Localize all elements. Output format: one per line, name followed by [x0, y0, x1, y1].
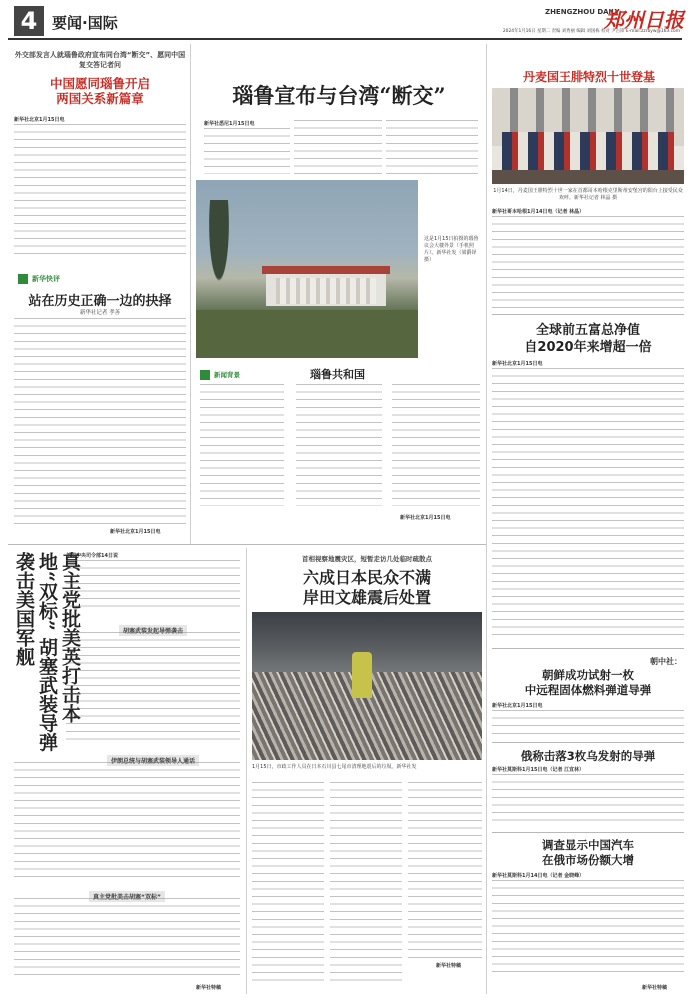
- photo-pillars: [276, 278, 376, 304]
- photo-tree: [202, 200, 236, 320]
- top-body-col1: [204, 128, 290, 174]
- houthi-sub-3-label: 真主党批美击胡塞“双标”: [89, 891, 165, 902]
- top-headline: 瑙鲁宣布与台湾“断交”: [232, 83, 446, 108]
- news-tag-box: [18, 274, 28, 284]
- photo-building-roof: [262, 266, 390, 274]
- quake-body-col2: [330, 782, 402, 982]
- quake-pre-title: 首相视察地震灾区，短暂走访几处临时疏散点: [302, 555, 432, 563]
- king-photo-caption: 1月14日，丹麦国王腓特烈十世一家在首都哥本哈根克里斯蒂安堡宫的阳台上接受民众欢呼。新华社记者 林晶 摄: [493, 188, 683, 201]
- houthi-body-text: [14, 762, 240, 880]
- section-title: 要闻·国际: [52, 14, 118, 32]
- left-headline: 中国愿同瑙鲁开启 两国关系新篇章: [49, 76, 150, 106]
- column-divider: [486, 44, 487, 994]
- review-body-text: [14, 318, 186, 524]
- newspaper-logo: 郑州日报: [604, 8, 684, 32]
- background-end: 新华社北京1月15日电: [400, 515, 451, 521]
- nk-body-text: [492, 710, 684, 736]
- left-dateline: 新华社北京1月15日电: [14, 117, 65, 123]
- houthi-dateline: 美国中央司令部14日说: [66, 553, 118, 559]
- top-body-col2: [294, 120, 382, 174]
- right-end: 新华社特稿: [642, 985, 668, 991]
- houthi-sub-2-label: 伊朗总统与胡塞武装领导人通话: [107, 755, 199, 766]
- right-divider: [492, 314, 684, 315]
- king-body-text: [492, 216, 684, 308]
- left-body-text: [14, 124, 186, 256]
- houthi-body-text: [66, 632, 240, 742]
- russia-headline: 俄称击落3枚乌发射的导弹: [520, 749, 656, 763]
- quake-body-col1: [252, 782, 324, 982]
- houthi-sub-1-label: 胡塞武装发起导弹袭击: [119, 625, 187, 636]
- danish-king-photo: [492, 88, 684, 184]
- nk-headline-prefix: 朝中社：: [650, 657, 682, 666]
- photo-worker: [352, 652, 372, 698]
- king-headline: 丹麦国王腓特烈十世登基: [522, 70, 655, 84]
- quake-headline: 六成日本民众不满 岸田文雄震后处置: [302, 568, 431, 607]
- masthead-meta: 2024年1月16日 星期二 责编 刘秀丽 编辑 刘国栋 校对 尹占锋 E-mail:zzrbyw@163.com: [502, 29, 680, 34]
- column-divider: [190, 44, 191, 544]
- houthi-vertical-headline: 真主党批美英打击本地“双标” 胡塞武装导弹袭击美国军舰: [13, 552, 81, 752]
- top-dateline: 新华社悉尼1月15日电: [204, 121, 255, 127]
- photo-lawn: [196, 310, 418, 358]
- review-author: 新华社记者 孝善: [79, 310, 121, 316]
- background-tag-box: [200, 370, 210, 380]
- paper-english-name: ZHENGZHOU DAILY: [545, 8, 620, 16]
- russia-dateline: 新华社莫斯科1月15日电（记者 江宜林）: [492, 767, 585, 773]
- right-divider: [492, 742, 684, 743]
- review-tag: 新华快评: [32, 275, 60, 283]
- nauru-parliament-photo: [196, 180, 418, 358]
- wealth-body-text: [492, 368, 684, 640]
- quake-body-col3: [408, 782, 482, 958]
- top-body-col3: [386, 120, 478, 174]
- background-body-col1: [200, 384, 284, 506]
- right-divider: [492, 648, 684, 649]
- left-pre-title: 外交部发言人就瑙鲁政府宣布同台湾“断交”、愿同中国复交答记者问: [14, 51, 186, 69]
- background-headline: 瑙鲁共和国: [310, 368, 365, 381]
- review-end: 新华社北京1月15日电: [110, 529, 161, 535]
- wealth-headline: 全球前五富总净值 自2020年来增超一倍: [524, 323, 652, 355]
- background-body-col2: [296, 384, 382, 506]
- houthi-body-text: [14, 898, 240, 980]
- right-divider: [492, 832, 684, 833]
- quake-debris-photo: [252, 612, 482, 760]
- background-body-col3: [392, 384, 480, 506]
- car-body-text: [492, 880, 684, 978]
- houthi-body-text: [66, 560, 240, 612]
- review-headline: 站在历史正确一边的抉择: [28, 294, 172, 309]
- background-tag: 新闻背景: [214, 371, 240, 379]
- quake-end: 新华社特稿: [436, 963, 462, 969]
- nk-headline: 朝鲜成功试射一枚 中远程固体燃料弹道导弹: [524, 668, 652, 697]
- photo-balcony-rail: [492, 170, 684, 184]
- car-headline: 调查显示中国汽车 在俄市场份额大增: [542, 838, 634, 867]
- masthead-rule: [8, 38, 682, 40]
- nk-dateline: 新华社北京1月15日电: [492, 703, 543, 709]
- column-divider: [246, 548, 247, 994]
- houthi-end: 新华社特稿: [196, 985, 222, 991]
- russia-body-text: [492, 774, 684, 826]
- quake-photo-caption: 1月15日，市政工作人员在日本石川县七尾市清理地震后的垃圾。新华社发: [252, 764, 417, 770]
- king-dateline: 新华社哥本哈根1月14日电（记者 林晶）: [492, 209, 585, 215]
- nauru-photo-caption: 这是1月15日拍摄的瑙鲁议会大楼外景（手机照片）。新华社发（梁爵铎 摄）: [424, 236, 479, 263]
- car-dateline: 新华社莫斯科1月14日电（记者 金晓峰）: [492, 873, 585, 879]
- page-number-badge: 4: [14, 6, 44, 36]
- row-divider: [8, 544, 486, 545]
- wealth-dateline: 新华社北京1月15日电: [492, 361, 543, 367]
